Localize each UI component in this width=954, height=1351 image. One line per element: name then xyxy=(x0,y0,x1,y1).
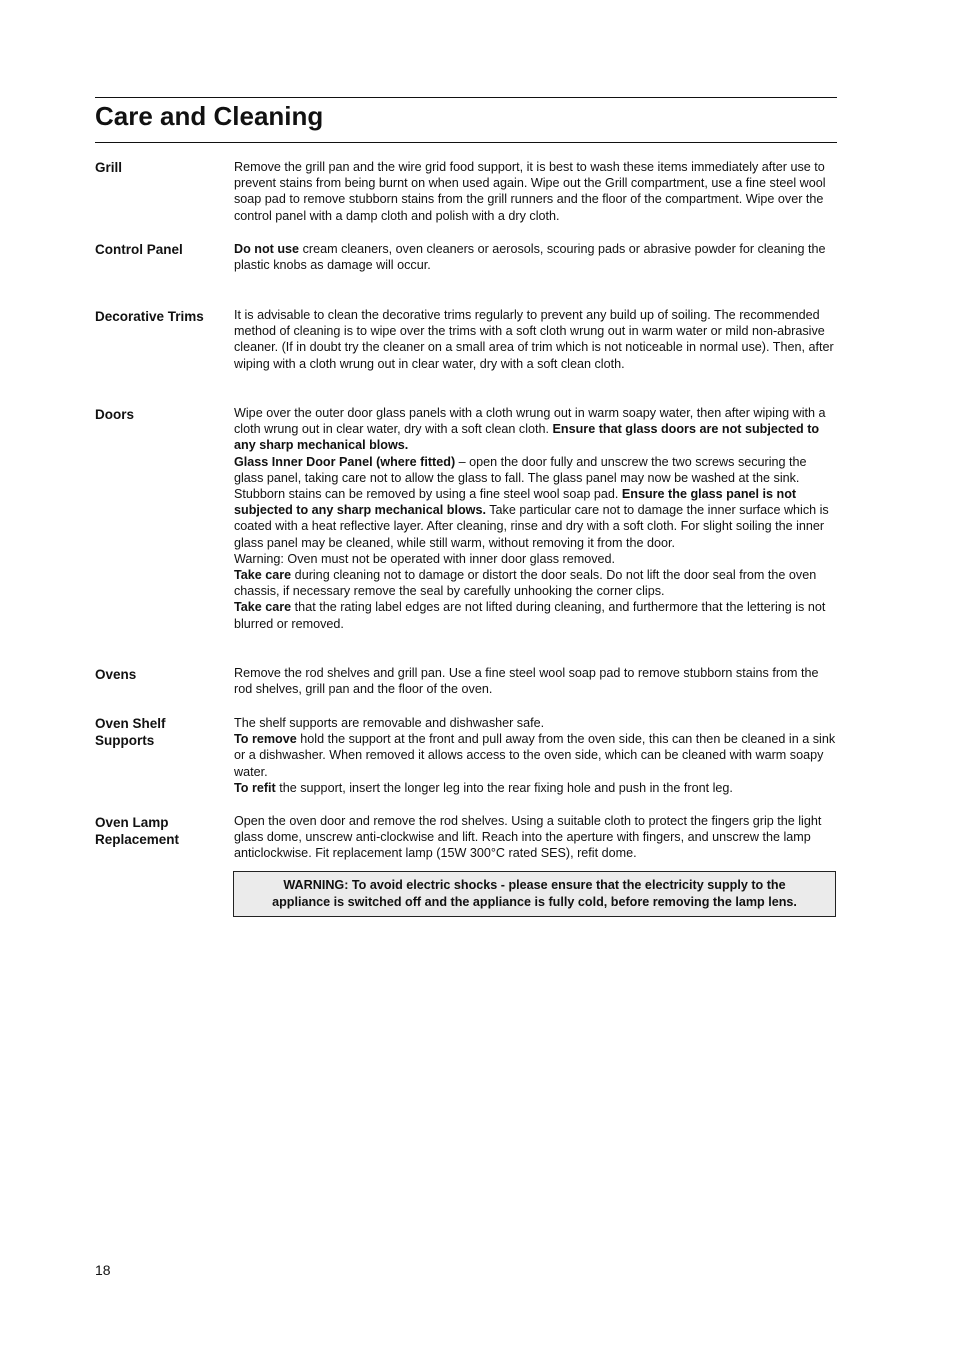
page-number: 18 xyxy=(95,1262,111,1278)
decorative-trims-text: It is advisable to clean the decorative trims regularly to prevent any build up of soiling. The recommended method of cleaning is to wipe over the trims with a soft cloth wrung out in warm water or mild non-abrasive cleaner. (If in doubt try the cleaner on a small area of trim which is not noticeable in normal use). Then, after wiping with a cloth wrung out in clear water, dry with a soft clean cloth. xyxy=(234,308,834,371)
section-label-oven-lamp xyxy=(95,814,225,848)
doors-p4 xyxy=(234,567,838,599)
section-body-doors xyxy=(234,405,838,632)
oven-shelf-p3 xyxy=(234,780,838,796)
section-body-oven-lamp xyxy=(234,813,838,862)
doors-p2-text1: – open the door fully and unscrew the two screws securing the glass panel, taking care not to allow the glass to fall. The glass panel may now be washed at the sink. Stubborn stains can be removed by using a fine steel wool soap pad. xyxy=(234,454,807,502)
header-rule-top xyxy=(95,97,837,98)
section-body-oven-shelf-supports xyxy=(234,715,838,796)
doors-p5 xyxy=(234,599,838,631)
warning-line1: WARNING: To avoid electric shocks - please ensure that the electricity supply to the xyxy=(283,878,786,892)
oven-lamp-label-line1: Oven Lamp xyxy=(95,815,169,830)
oven-shelf-p2-text: hold the support at the front and pull away from the oven side, this can then be cleaned in a sink or a dishwasher. When removed it allows access to the oven side, which can be cleaned with warm soapy water. xyxy=(234,732,836,779)
doors-p1 xyxy=(234,405,838,454)
section-label-decorative-trims: Decorative Trims xyxy=(95,309,204,324)
ovens-text: Remove the rod shelves and grill pan. Use a fine steel wool soap pad to remove stubborn stains from the rod shelves, grill pan and the floor of the oven. xyxy=(234,666,819,697)
oven-shelf-p2 xyxy=(234,731,838,780)
doors-p3: Warning: Oven must not be operated with inner door glass removed. xyxy=(234,551,616,566)
warning-text xyxy=(272,877,797,911)
header-rule-bottom xyxy=(95,142,837,143)
doors-p5-text: that the rating label edges are not lifted during cleaning, and furthermore that the lettering is not blurred or removed. xyxy=(234,600,826,631)
doors-p1-text: Wipe over the outer door glass panels with a cloth wrung out in warm soapy water, then after wiping with a cloth wrung out in clear water, dry with a soft clean cloth. xyxy=(234,406,826,437)
control-panel-bold: Do not use xyxy=(234,242,300,256)
section-label-ovens: Ovens xyxy=(95,667,137,682)
warning-line2: appliance is switched off and the appliance is fully cold, before removing the lamp lens. xyxy=(272,895,797,909)
page-title: Care and Cleaning xyxy=(95,101,324,131)
doors-p2-text2: Take particular care not to damage the inner surface which is coated with a heat reflective layer. After cleaning, rinse and dry with a soft cloth. For slight soiling the inner glass panel may be cleaned, while still warm, without removing it from the door. xyxy=(234,503,829,550)
section-body-ovens xyxy=(234,665,838,697)
oven-shelf-p2-bold: To remove xyxy=(234,732,297,747)
grill-text: Remove the grill pan and the wire grid food support, it is best to wash these items immediately after use to prevent stains from being burnt on when used again. Wipe out the Grill compartment, use a fine steel wool soap pad to remove stubborn stains from the grill runners and the floor of the compartment. Wipe over the control panel with a damp cloth and polish with a dry cloth. xyxy=(234,160,826,223)
section-label-doors: Doors xyxy=(95,407,135,422)
oven-lamp-label-line2: Replacement xyxy=(95,832,180,847)
oven-shelf-p1: The shelf supports are removable and dishwasher safe. xyxy=(234,716,545,730)
oven-shelf-p3-bold: To refit xyxy=(234,780,276,795)
doors-p5-bold: Take care xyxy=(234,600,292,615)
section-body-decorative-trims xyxy=(234,307,838,372)
section-label-oven-shelf-supports xyxy=(95,715,225,749)
section-label-control-panel: Control Panel xyxy=(95,242,183,257)
warning-box xyxy=(233,871,836,917)
control-panel-text xyxy=(234,241,838,273)
doors-p4-text: during cleaning not to damage or distort the door seals. Do not lift the door seal from the oven chassis, if necessary remove the seal by carefully unhooking the corner clips. xyxy=(234,568,817,599)
section-body-control-panel xyxy=(234,241,838,273)
oven-lamp-text: Open the oven door and remove the rod shelves. Using a suitable cloth to protect the fingers grip the light glass dome, unscrew anti-clockwise and lift. Reach into the aperture with fingers, and unscrew the lamp anticlockwise. Fit replacement lamp (15W 300°C rated SES), refit dome. xyxy=(234,814,822,861)
oven-shelf-label-line1: Oven Shelf xyxy=(95,716,166,731)
section-label-grill: Grill xyxy=(95,160,123,175)
doors-p2-bold2: Ensure the glass panel is not subjected to any sharp mechanical blows. xyxy=(234,487,797,518)
oven-shelf-p3-text: the support, insert the longer leg into the rear fixing hole and push in the front leg. xyxy=(275,780,733,795)
doors-p1-bold: Ensure that glass doors are not subjected to any sharp mechanical blows. xyxy=(234,422,820,453)
doors-p4-bold: Take care xyxy=(234,568,292,583)
control-panel-rest: cream cleaners, oven cleaners or aerosols, scouring pads or abrasive powder for cleaning the plastic knobs as damage will occur. xyxy=(234,242,826,273)
doors-p2-bold1: Glass Inner Door Panel (where fitted) xyxy=(234,454,456,469)
doors-p2 xyxy=(234,454,838,551)
oven-shelf-label-line2: Supports xyxy=(95,733,155,748)
section-body-grill xyxy=(234,159,838,224)
